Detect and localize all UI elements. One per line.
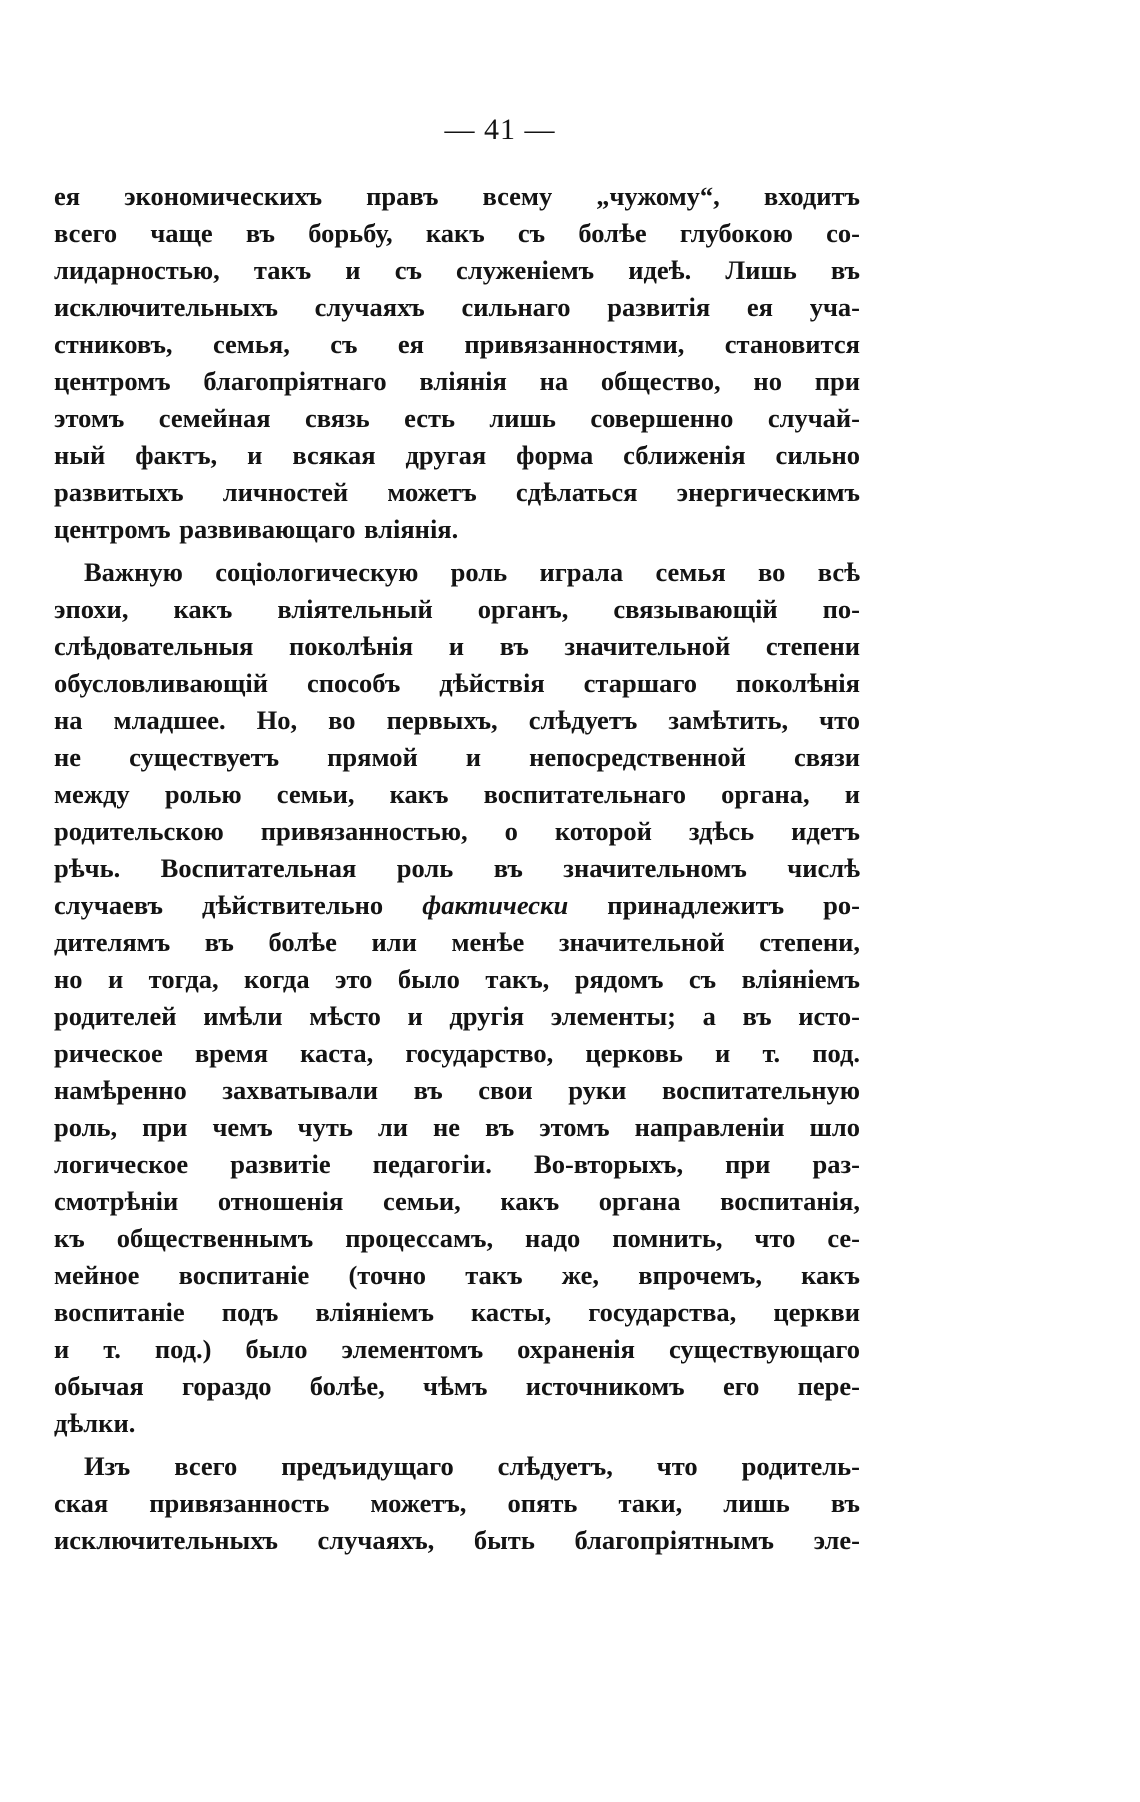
text-line: лидарностью, такъ и съ служеніемъ идеѣ. Лишь въ (54, 255, 860, 285)
text-line: стниковъ, семья, съ ея привязанностями, становится (54, 329, 860, 359)
text-line: смотрѣніи отношенія семьи, какъ органа воспитанія, (54, 1186, 860, 1216)
text-line-with-italic (54, 887, 860, 924)
text-line: къ общественнымъ процессамъ, надо помнить, что се- (54, 1223, 860, 1253)
text-line: развитыхъ личностей можетъ сдѣлаться энергическимъ (54, 477, 860, 507)
text-line: на младшее. Но, во первыхъ, слѣдуетъ замѣтить, что (54, 705, 860, 735)
text-line: мейное воспитаніе (точно такъ же, впрочемъ, какъ (54, 1260, 860, 1290)
body-text (54, 178, 860, 1559)
paragraph-2 (54, 554, 860, 1442)
text-line: этомъ семейная связь есть лишь совершенно случай- (54, 403, 860, 433)
text-line: Изъ всего предъидущаго слѣдуетъ, что родитель- (84, 1451, 860, 1481)
text-line: обусловливающій способъ дѣйствія старшаго поколѣнія (54, 668, 860, 698)
text-line: дѣлки. (54, 1408, 136, 1438)
text-line: ный фактъ, и всякая другая форма сближенія сильно (54, 440, 860, 470)
text-line: дителямъ въ болѣе или менѣе значительной степени, (54, 927, 860, 957)
paragraph-3 (54, 1448, 860, 1559)
text-line: между ролью семьи, какъ воспитательнаго органа, и (54, 779, 860, 809)
text-segment: принадлежитъ ро- (607, 890, 860, 920)
page-number: — 41 — (444, 113, 556, 146)
text-line: центромъ благопріятнаго вліянія на общество, но при (54, 366, 860, 396)
text-line: родителей имѣли мѣсто и другія элементы; а въ исто- (54, 1001, 860, 1031)
italic-word: фактически (422, 890, 569, 920)
text-line: роль, при чемъ чуть ли не въ этомъ направленіи шло (54, 1112, 860, 1142)
text-line: намѣренно захватывали въ свои руки воспитательную (54, 1075, 860, 1105)
text-line: центромъ развивающаго вліянія. (54, 514, 459, 544)
text-line: родительскою привязанностью, о которой здѣсь идетъ (54, 816, 860, 846)
text-line: не существуетъ прямой и непосредственной связи (54, 742, 860, 772)
text-line: всего чаще въ борьбу, какъ съ болѣе глубокою со- (54, 218, 860, 248)
paragraph-1 (54, 178, 860, 548)
text-line: ея экономическихъ правъ всему „чужому“, входитъ (54, 181, 860, 211)
text-line: ская привязанность можетъ, опять таки, лишь въ (54, 1488, 860, 1518)
text-line: исключительныхъ случаяхъ сильнаго развитія ея уча- (54, 292, 860, 322)
text-line: воспитаніе подъ вліяніемъ касты, государства, церкви (54, 1297, 860, 1327)
text-line: логическое развитіе педагогіи. Во-вторыхъ, при раз- (54, 1149, 860, 1179)
text-line: эпохи, какъ вліятельный органъ, связывающій по- (54, 594, 860, 624)
text-line: рѣчь. Воспитательная роль въ значительномъ числѣ (54, 853, 860, 883)
text-line: Важную соціологическую роль играла семья во всѣ (84, 557, 860, 587)
text-line: обычая гораздо болѣе, чѣмъ источникомъ его пере- (54, 1371, 860, 1401)
text-segment: случаевъ дѣйствительно (54, 890, 384, 920)
text-line: рическое время каста, государство, церковь и т. под. (54, 1038, 860, 1068)
text-line: но и тогда, когда это было такъ, рядомъ съ вліяніемъ (54, 964, 860, 994)
text-line: слѣдовательныя поколѣнія и въ значительной степени (54, 631, 860, 661)
text-line: и т. под.) было элементомъ охраненія существующаго (54, 1334, 860, 1364)
text-line: исключительныхъ случаяхъ, быть благопріятнымъ эле- (54, 1525, 860, 1555)
